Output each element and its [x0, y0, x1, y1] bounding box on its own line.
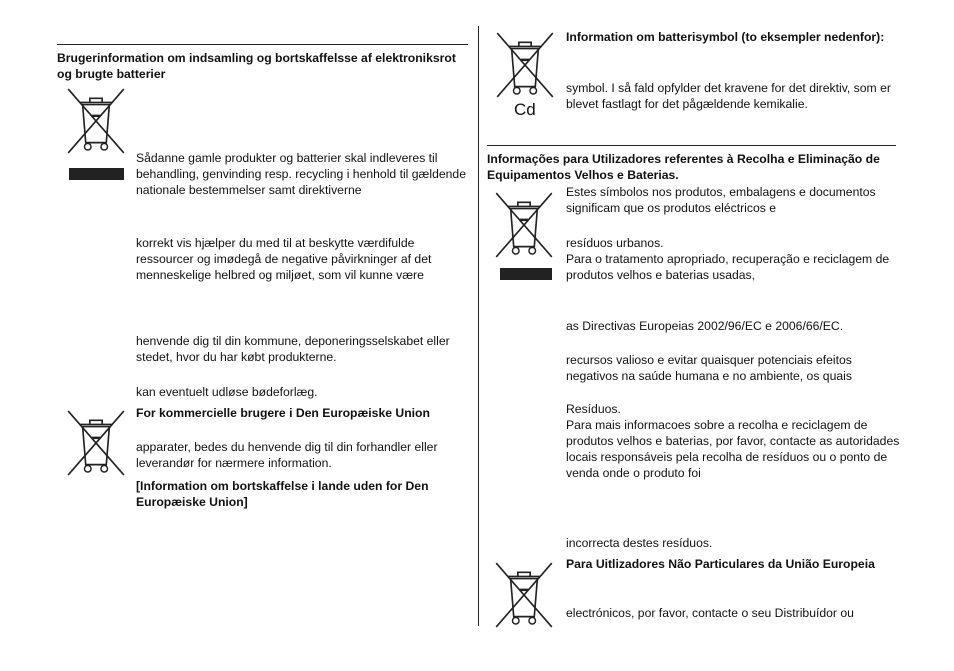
outside-eu-heading: [Information om bortskaffelse i lande uden for Den Europæiske Union] [136, 479, 429, 509]
pt-paragraph-8: incorrecta destes resíduos. [566, 536, 713, 550]
pt-paragraph-4: as Directivas Europeias 2002/96/EC e 2006/66/EC. [566, 319, 844, 333]
cadmium-symbol-label: Cd [514, 100, 536, 119]
pt-paragraph-7: Para mais informacoes sobre a recolha e reciclagem de produtos velhos e baterias, por favor, contacte as autoridades locais responsáveis pela recolha de resíduos ou o ponto de venda onde o produto foi [566, 418, 900, 480]
separate-collection-bar [69, 168, 124, 180]
crossed-out-wheelie-bin-icon [494, 30, 556, 100]
crossed-out-wheelie-bin-icon [493, 560, 555, 630]
crossed-out-wheelie-bin-icon [65, 86, 127, 156]
pt-business-heading: Para Uitlizadores Não Particulares da União Europeia [566, 557, 875, 571]
pt-paragraph-3: Para o tratamento apropriado, recuperação e reciclagem de produtos velhos e baterias usadas, [566, 252, 890, 282]
left-top-rule [57, 44, 468, 45]
separate-collection-bar-pt [500, 268, 552, 280]
pt-paragraph-6: Resíduos. [566, 402, 621, 416]
commercial-users-heading: For kommercielle brugere i Den Europæiske Union [136, 406, 430, 420]
pt-paragraph-5: recursos valioso e evitar quaisquer potenciais efeitos negativos na saúde humana e no ambiente, os quais [566, 353, 852, 383]
right-section-rule [487, 145, 896, 146]
column-divider [478, 26, 479, 626]
crossed-out-wheelie-bin-icon [493, 190, 555, 260]
battery-symbol-text: symbol. I så fald opfylder det kravene for det direktiv, som er blevet fastlagt for det pågældende kemikalie. [566, 81, 891, 111]
pt-paragraph-2: resíduos urbanos. [566, 236, 664, 250]
pt-paragraph-1: Estes símbolos nos produtos, embalagens e documentos significam que os produtos eléctricos e [566, 185, 876, 215]
portuguese-heading: Informações para Utilizadores referentes à Recolha e Eliminação de Equipamentos Velhos e Baterias. [487, 152, 880, 182]
left-paragraph-2: korrekt vis hjælper du med til at beskytte værdifulde ressourcer og imødegå de negative påvirkninger af det menneskelige helbred og miljøet, som vil kunne være [136, 236, 432, 282]
left-paragraph-3: henvende dig til din kommune, deponeringsselskabet eller stedet, hvor du har købt produkterne. [136, 334, 450, 364]
battery-symbol-heading: Information om batterisymbol (to eksempler nedenfor): [566, 30, 885, 44]
left-paragraph-5: apparater, bedes du henvende dig til din forhandler eller leverandør for nærmere information. [136, 440, 438, 470]
left-paragraph-1: Sådanne gamle produkter og batterier skal indleveres til behandling, genvinding resp. recycling i henhold til gældende nationale bestemmelser samt direktiverne [136, 151, 466, 197]
left-paragraph-4: kan eventuelt udløse bødeforlæg. [136, 385, 318, 399]
crossed-out-wheelie-bin-icon [65, 408, 127, 478]
left-heading: Brugerinformation om indsamling og bortskaffelsse af elektroniksrot og brugte batterier [57, 51, 456, 81]
pt-paragraph-9: electrónicos, por favor, contacte o seu Distribuídor ou [566, 606, 854, 620]
